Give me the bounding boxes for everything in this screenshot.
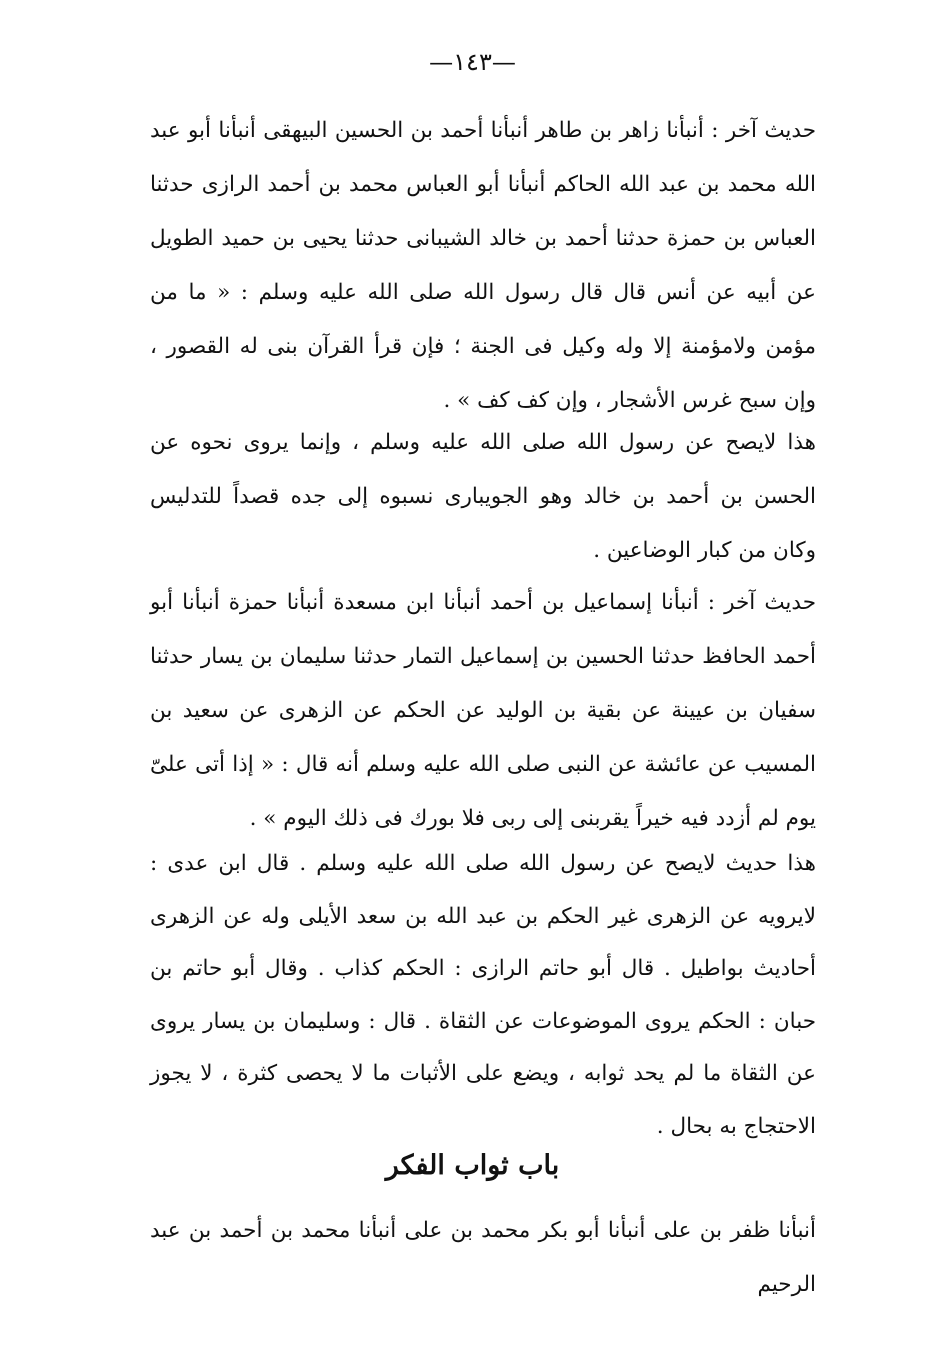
paragraph-hadith-2 <box>150 576 816 846</box>
paragraph-hadith-1 <box>150 104 816 428</box>
paragraph-text: هذا حديث لايصح عن رسول الله صلى الله عليه وسلم . قال ابن عدى : لايرويه عن الزهرى غير الحكم بن عبد الله بن سعد الأيلى وله عن الزهرى أحاديث بواطيل . قال أبو حاتم الرازى : الحكم كذاب . وقال أبو حاتم بن حبان : الحكم يروى الموضوعات عن الثقاة . قال : وسليمان بن يسار يروى عن الثقاة ما لم يحد ثوابه ، ويضع على الأثبات ما لا يحصى كثرة ، لا يجوز الاحتجاج به بحال . <box>150 851 816 1139</box>
section-heading: باب ثواب الفكر <box>385 1150 560 1181</box>
paragraph-text: حديث آخر : أنبأنا زاهر بن طاهر أنبأنا أحمد بن الحسين البيهقى أنبأنا أبو عبد الله محمد بن عبد الله الحاكم أنبأنا أبو العباس محمد بن أحمد الرازى حدثنا العباس بن حمزة حدثنا أحمد بن خالد الشيبانى حدثنا يحيى بن حميد الطويل عن أبيه عن أنس قال قال رسول الله صلى الله عليه وسلم : « ما من مؤمن ولامؤمنة إلا وله وكيل فى الجنة ؛ فإن قرأ القرآن بنى له القصور ، وإن سبح غرس الأشجار ، وإن كف كف » . <box>150 118 816 413</box>
paragraph-commentary-1 <box>150 416 816 578</box>
paragraph-text: هذا لايصح عن رسول الله صلى الله عليه وسلم ، وإنما يروى نحوه عن الحسن بن أحمد بن خالد وهو الجويبارى نسبوه إلى جده قصداً للتدليس وكان من كبار الوضاعين . <box>150 430 816 563</box>
paragraph-text: حديث آخر : أنبأنا إسماعيل بن أحمد أنبأنا ابن مسعدة أنبأنا حمزة أنبأنا أبو أحمد الحافظ حدثنا الحسين بن إسماعيل التمار حدثنا سليمان بن يسار حدثنا سفيان بن عيينة عن بقية بن الوليد عن الحكم عن الزهرى عن سعيد بن المسيب عن عائشة عن النبى صلى الله عليه وسلم أنه قال : « إذا أتى علىّ يوم لم أزدد فيه خيراً يقربنى إلى ربى فلا بورك فى ذلك اليوم » . <box>150 590 816 831</box>
page-number: —١٤٣— <box>429 48 516 76</box>
paragraph-isnad-3 <box>150 1204 816 1312</box>
paragraph-text: أنبأنا ظفر بن على أنبأنا أبو بكر محمد بن على أنبأنا محمد بن أحمد بن عبد الرحيم <box>150 1218 816 1297</box>
paragraph-commentary-2 <box>150 838 816 1153</box>
